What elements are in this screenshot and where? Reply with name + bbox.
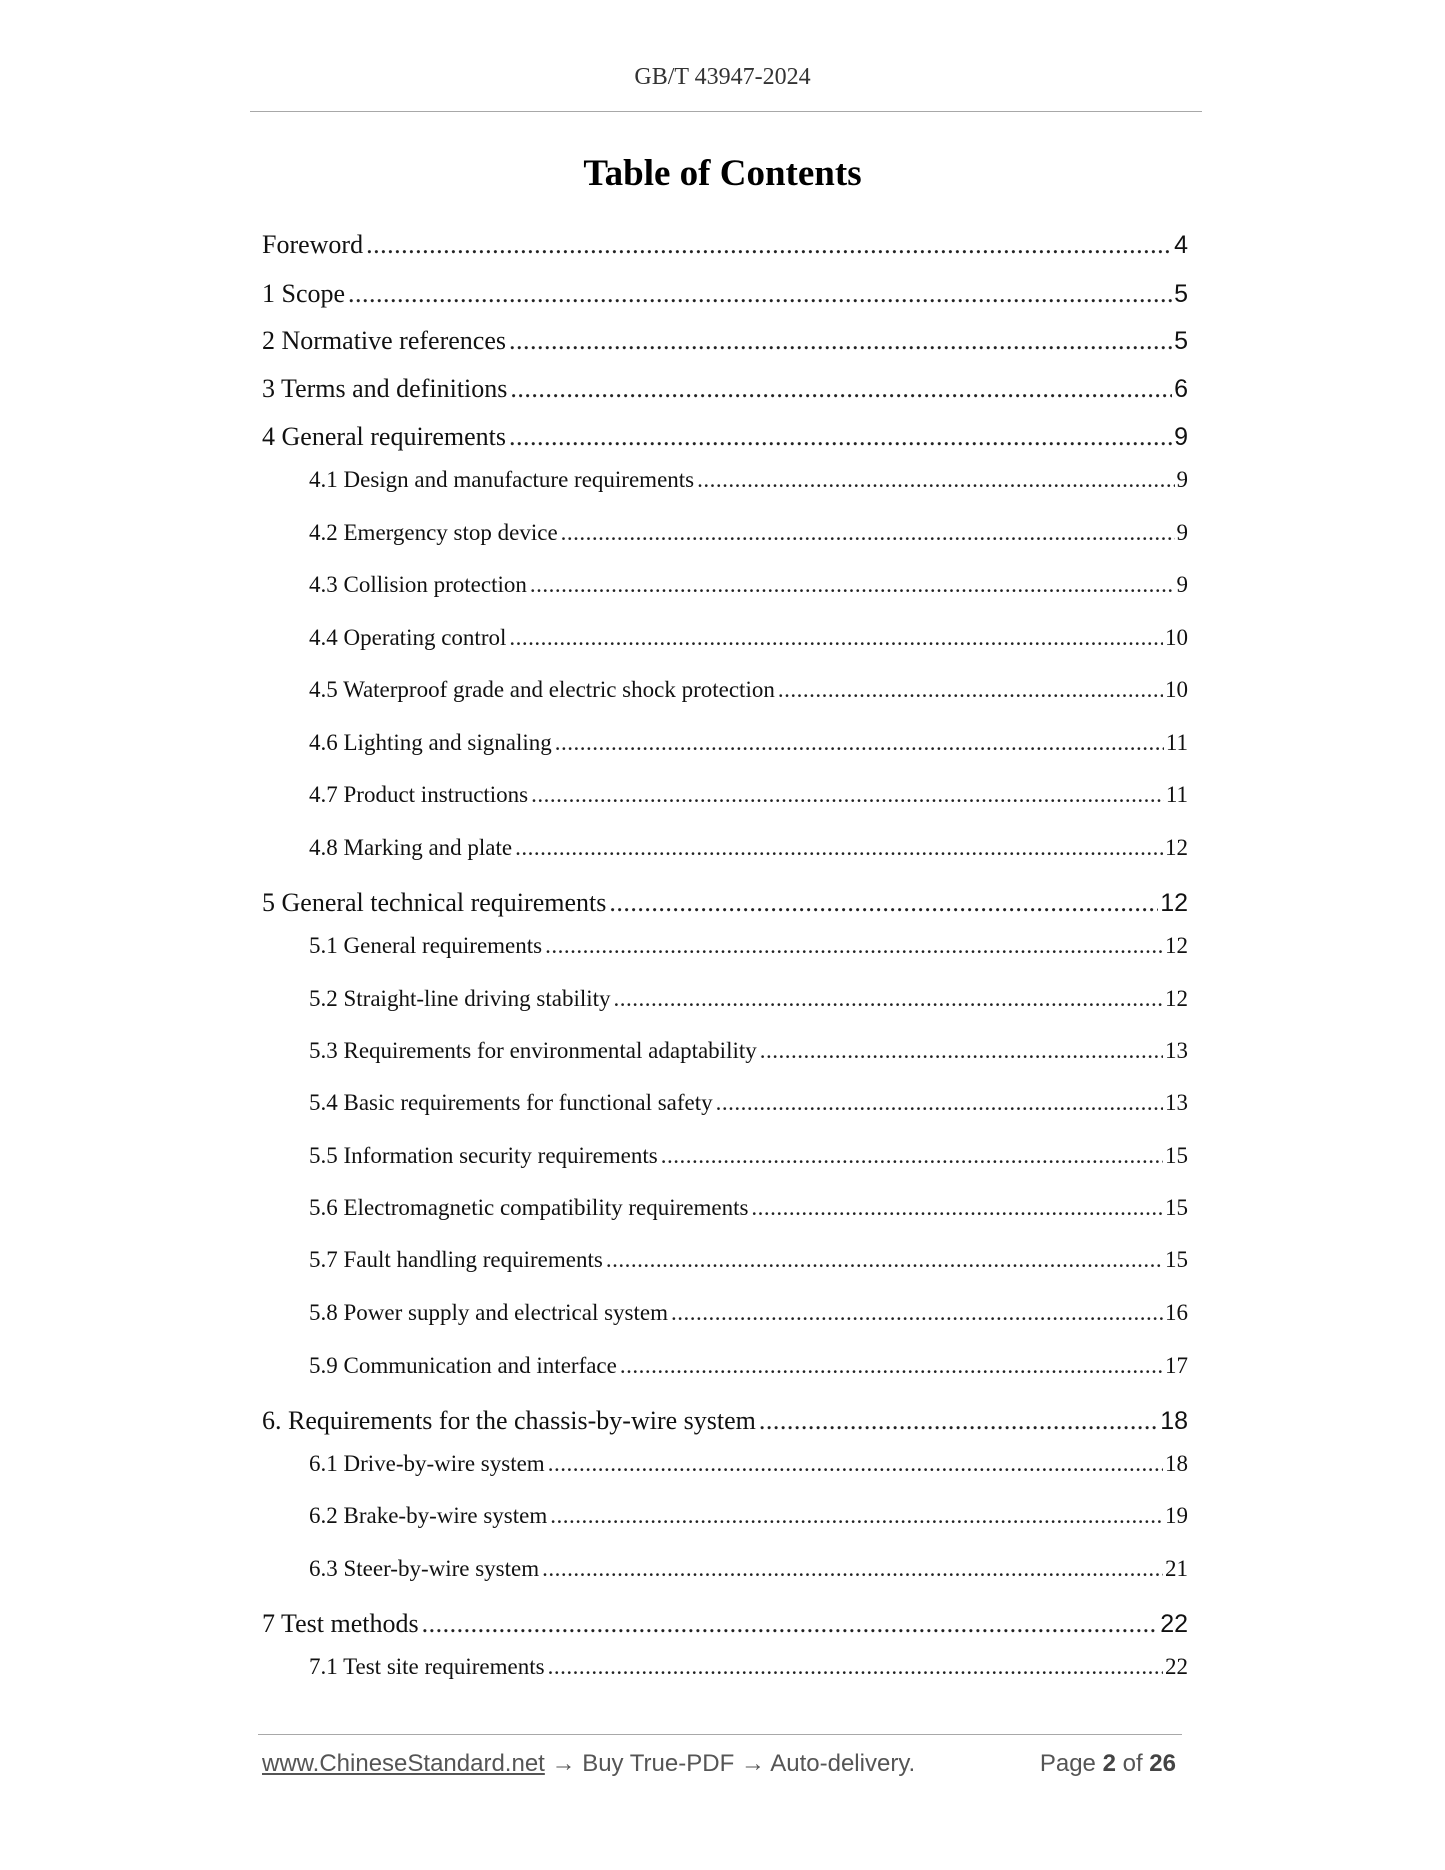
toc-subsection-link[interactable] — [309, 572, 1188, 598]
toc-entry-label: 4.8 Marking and plate — [309, 835, 513, 860]
toc-dot-leader — [515, 835, 1163, 861]
toc-subsection-link[interactable] — [309, 1654, 1188, 1680]
toc-dot-leader — [509, 326, 1172, 356]
toc-subsection-link[interactable] — [309, 782, 1188, 808]
toc-entry-page: 19 — [1165, 1503, 1188, 1528]
toc-subsection-link[interactable] — [309, 1247, 1188, 1273]
toc-entry-page: 18 — [1165, 1451, 1188, 1476]
toc-section-link[interactable] — [262, 1609, 1188, 1639]
auto-delivery-text: Auto-delivery. — [770, 1750, 916, 1777]
toc-entry-page: 9 — [1176, 467, 1188, 492]
toc-entry-label: 3 Terms and definitions — [262, 374, 508, 403]
toc-dot-leader — [548, 1654, 1163, 1680]
toc-entry-label: 5.2 Straight-line driving stability — [309, 986, 611, 1011]
toc-subsection-link[interactable] — [309, 835, 1188, 861]
toc-subsection-link[interactable] — [309, 1090, 1188, 1116]
toc-entry-page: 5 — [1174, 327, 1188, 355]
toc-entry-page: 13 — [1165, 1090, 1188, 1115]
current-page: 2 — [1102, 1750, 1116, 1777]
toc-dot-leader — [548, 1451, 1163, 1477]
toc-subsection-link[interactable] — [309, 1503, 1188, 1529]
toc-entry-label: 6.1 Drive-by-wire system — [309, 1451, 545, 1476]
toc-entry-page: 12 — [1165, 986, 1188, 1011]
toc-entry-label: 5.7 Fault handling requirements — [309, 1247, 603, 1272]
toc-entry-page: 9 — [1174, 423, 1188, 451]
toc-entry-page: 22 — [1160, 1610, 1188, 1638]
toc-entry-page: 21 — [1165, 1556, 1188, 1581]
toc-entry-page: 16 — [1165, 1300, 1188, 1325]
toc-entry-label: 4.6 Lighting and signaling — [309, 730, 552, 755]
buy-true-pdf-text: Buy True-PDF — [582, 1750, 735, 1777]
toc-dot-leader — [778, 677, 1163, 703]
toc-entry-label: 7.1 Test site requirements — [309, 1654, 545, 1679]
toc-dot-leader — [422, 1609, 1159, 1639]
toc-subsection-link[interactable] — [309, 1353, 1188, 1379]
toc-entry-page: 12 — [1165, 835, 1188, 860]
toc-section-link[interactable] — [262, 326, 1188, 356]
toc-entry-label: 4.2 Emergency stop device — [309, 520, 558, 545]
toc-subsection-link[interactable] — [309, 677, 1188, 703]
toc-subsection-link[interactable] — [309, 933, 1188, 959]
arrow-right-icon: → — [551, 1750, 576, 1777]
toc-entry-page: 4 — [1174, 231, 1188, 259]
toc-entry-page: 6 — [1174, 375, 1188, 403]
toc-dot-leader — [609, 888, 1158, 918]
toc-entry-label: 5.3 Requirements for environmental adaptability — [309, 1038, 757, 1063]
toc-entry-label: 4.5 Waterproof grade and electric shock protection — [309, 677, 775, 702]
toc-dot-leader — [606, 1247, 1163, 1273]
page-word: Page — [1039, 1750, 1096, 1777]
toc-section-link[interactable] — [262, 279, 1188, 309]
toc-dot-leader — [509, 422, 1172, 452]
toc-dot-leader — [348, 279, 1172, 309]
running-header: GB/T 43947-2024 — [634, 64, 811, 90]
toc-subsection-link[interactable] — [309, 467, 1188, 493]
toc-title: Table of Contents — [583, 153, 862, 194]
toc-dot-leader — [620, 1353, 1163, 1379]
toc-subsection-link[interactable] — [309, 1143, 1188, 1169]
toc-subsection-link[interactable] — [309, 1038, 1188, 1064]
page-indicator — [1040, 1750, 1176, 1778]
toc-subsection-link[interactable] — [309, 1195, 1188, 1221]
toc-dot-leader — [716, 1090, 1163, 1116]
toc-entry-label: 6.3 Steer-by-wire system — [309, 1556, 540, 1581]
toc-dot-leader — [542, 1556, 1163, 1582]
toc-dot-leader — [661, 1143, 1163, 1169]
toc-subsection-link[interactable] — [309, 520, 1188, 546]
toc-dot-leader — [550, 1503, 1163, 1529]
toc-section-link[interactable] — [262, 1406, 1188, 1436]
toc-entry-label: 5.1 General requirements — [309, 933, 543, 958]
toc-dot-leader — [561, 520, 1175, 546]
toc-entry-page: 11 — [1165, 782, 1188, 807]
toc-entry-label: 5.9 Communication and interface — [309, 1353, 617, 1378]
toc-dot-leader — [555, 730, 1164, 756]
toc-dot-leader — [510, 374, 1172, 404]
toc-section-link[interactable] — [262, 888, 1188, 918]
toc-dot-leader — [671, 1300, 1163, 1326]
toc-dot-leader — [530, 572, 1175, 598]
toc-entry-label: 4 General requirements — [262, 422, 507, 451]
arrow-right-icon: → — [740, 1750, 765, 1777]
toc-entry-label: 1 Scope — [262, 279, 346, 308]
toc-entry-label: 5.8 Power supply and electrical system — [309, 1300, 668, 1325]
toc-dot-leader — [760, 1038, 1163, 1064]
toc-subsection-link[interactable] — [309, 730, 1188, 756]
toc-entry-label: 7 Test methods — [262, 1609, 419, 1638]
toc-subsection-link[interactable] — [309, 625, 1188, 651]
toc-dot-leader — [366, 230, 1172, 260]
toc-dot-leader — [759, 1406, 1158, 1436]
toc-entry-label: 5.6 Electromagnetic compatibility requirements — [309, 1195, 749, 1220]
toc-entry-page: 12 — [1165, 933, 1188, 958]
toc-entry-page: 11 — [1165, 730, 1188, 755]
toc-entry-label: 4.3 Collision protection — [309, 572, 527, 597]
toc-dot-leader — [751, 1195, 1163, 1221]
toc-entry-label: 5.5 Information security requirements — [309, 1143, 658, 1168]
toc-entry-label: 5.4 Basic requirements for functional safety — [309, 1090, 713, 1115]
footer — [262, 1750, 1182, 1790]
toc-entry-page: 18 — [1160, 1407, 1188, 1435]
toc-subsection-link[interactable] — [309, 1300, 1188, 1326]
toc-entry-page: 13 — [1165, 1038, 1188, 1063]
toc-section-link[interactable] — [262, 374, 1188, 404]
toc-entry-page: 5 — [1174, 280, 1188, 308]
toc-subsection-link[interactable] — [309, 986, 1188, 1012]
toc-subsection-link[interactable] — [309, 1556, 1188, 1582]
toc-entry-page: 22 — [1165, 1654, 1188, 1679]
toc-entry-label: 4.7 Product instructions — [309, 782, 529, 807]
toc-dot-leader — [509, 625, 1163, 651]
toc-entry-page: 15 — [1165, 1143, 1188, 1168]
toc-entry-label: 6.2 Brake-by-wire system — [309, 1503, 548, 1528]
toc-entry-page: 15 — [1165, 1195, 1188, 1220]
toc-entry-label: 5 General technical requirements — [262, 888, 607, 917]
toc-section-link[interactable] — [262, 422, 1188, 452]
toc-entry-label: 4.4 Operating control — [309, 625, 507, 650]
toc-entry-label: 6. Requirements for the chassis-by-wire system — [262, 1406, 756, 1435]
toc-entry-page: 12 — [1160, 889, 1188, 917]
toc-entry-page: 15 — [1165, 1247, 1188, 1272]
toc-entry-page: 10 — [1165, 677, 1188, 702]
site-link[interactable]: www.ChineseStandard.net — [262, 1750, 545, 1777]
toc-section-link[interactable] — [262, 230, 1188, 260]
toc-entry-page: 10 — [1165, 625, 1188, 650]
toc-entry-label: Foreword — [262, 230, 364, 259]
toc-dot-leader — [545, 933, 1163, 959]
toc-dot-leader — [697, 467, 1174, 493]
toc-entry-page: 9 — [1176, 520, 1188, 545]
toc-dot-leader — [614, 986, 1163, 1012]
toc-subsection-link[interactable] — [309, 1451, 1188, 1477]
toc-entry-label: 4.1 Design and manufacture requirements — [309, 467, 695, 492]
toc-dot-leader — [531, 782, 1164, 808]
toc-entry-label: 2 Normative references — [262, 326, 506, 355]
footer-left — [262, 1750, 915, 1778]
toc-entry-page: 17 — [1165, 1353, 1188, 1378]
footer-rule — [258, 1734, 1182, 1735]
toc-entry-page: 9 — [1176, 572, 1188, 597]
total-pages: 26 — [1149, 1750, 1176, 1777]
of-word: of — [1122, 1750, 1143, 1777]
